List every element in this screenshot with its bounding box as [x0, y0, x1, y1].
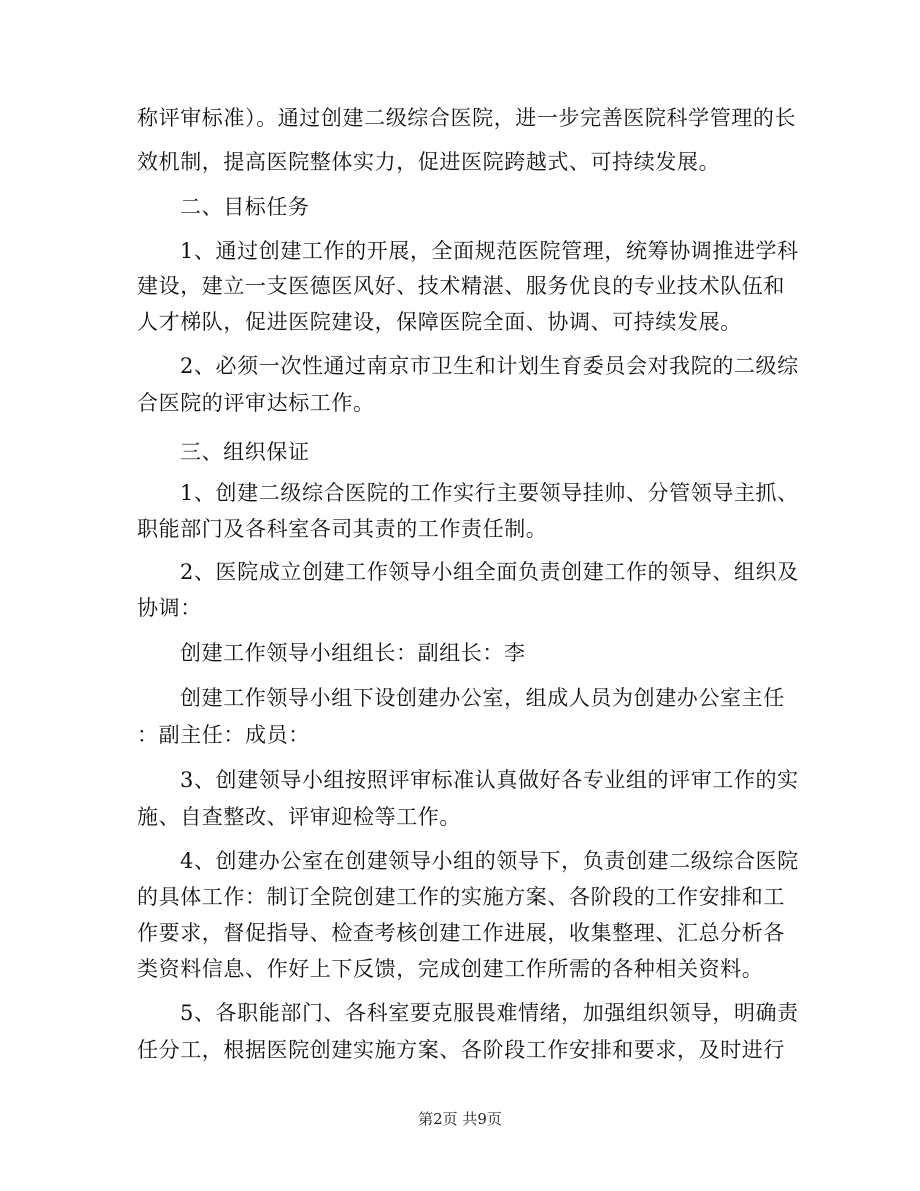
text-line: 3、创建领导小组按照评审标准认真做好各专业组的评审工作的实 [180, 768, 799, 792]
text-line: 2、医院成立创建工作领导小组全面负责创建工作的领导、组织及 [180, 560, 799, 584]
section-heading: 二、目标任务 [180, 195, 310, 219]
text-line: 的具体工作：制订全院创建工作的实施方案、各阶段的工作安排和工 [137, 885, 785, 909]
text-line: 建设，建立一支医德医风好、技术精湛、服务优良的专业技术队伍和 [137, 274, 785, 298]
page-footer: 第2页 共9页 [418, 1110, 502, 1128]
text-line: 施、自查整改、评审迎检等工作。 [137, 805, 461, 829]
text-line: 作要求，督促指导、检查考核创建工作进展，收集整理、汇总分析各 [137, 921, 785, 945]
text-line: 1、通过创建工作的开展，全面规范医院管理，统筹协调推进学科 [180, 239, 799, 263]
text-line: 合医院的评审达标工作。 [137, 391, 375, 415]
section-heading: 三、组织保证 [180, 440, 310, 464]
text-line: 2、必须一次性通过南京市卫生和计划生育委员会对我院的二级综 [180, 354, 799, 378]
text-line: ：副主任：成员： [137, 723, 310, 747]
text-line: 协调： [137, 596, 202, 620]
text-line: 5、各职能部门、各科室要克服畏难情绪，加强组织领导，明确责 [180, 1001, 799, 1025]
text-line: 创建工作领导小组组长：副组长：李 [180, 641, 526, 665]
text-line: 人才梯队，促进医院建设，保障医院全面、协调、可持续发展。 [137, 310, 742, 334]
text-line: 4、创建办公室在创建领导小组的领导下，负责创建二级综合医院 [180, 849, 799, 873]
text-line: 称评审标准）。通过创建二级综合医院，进一步完善医院科学管理的长 [137, 106, 797, 130]
text-line: 创建工作领导小组下设创建办公室，组成人员为创建办公室主任 [180, 686, 785, 710]
text-line: 职能部门及各科室各司其责的工作责任制。 [137, 517, 548, 541]
text-line: 效机制，提高医院整体实力，促进医院跨越式、可持续发展。 [137, 150, 721, 174]
text-line: 类资料信息、作好上下反馈，完成创建工作所需的各种相关资料。 [137, 957, 764, 981]
text-line: 任分工，根据医院创建实施方案、各阶段工作安排和要求，及时进行 [137, 1038, 785, 1062]
text-line: 1、创建二级综合医院的工作实行主要领导挂帅、分管领导主抓、 [180, 481, 799, 505]
